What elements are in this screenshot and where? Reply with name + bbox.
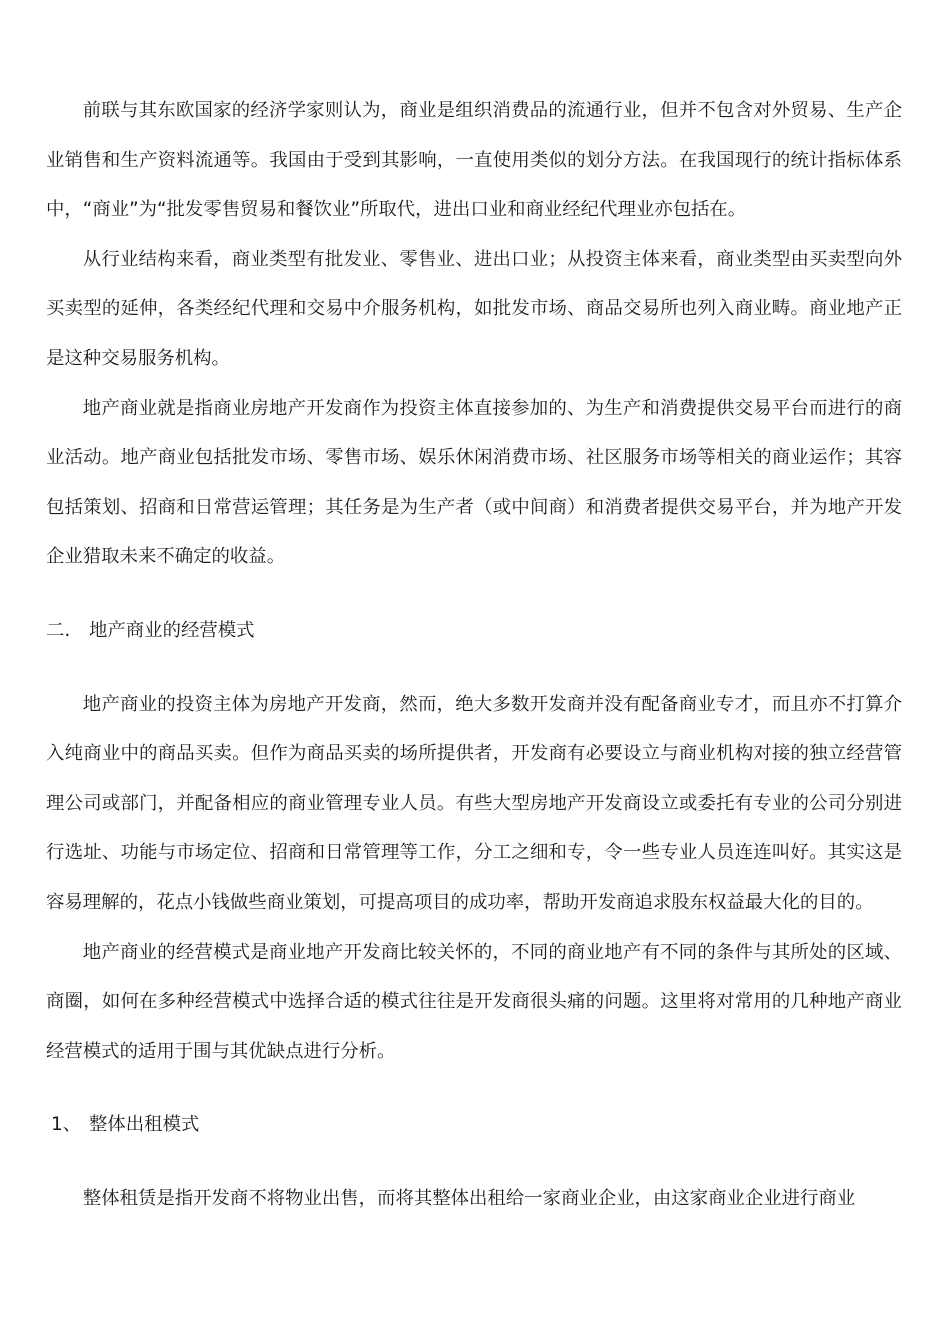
body-paragraph: 前联与其东欧国家的经济学家则认为，商业是组织消费品的流通行业，但并不包含对外贸易、生产企业销售和生产资料流通等。我国由于受到其影响，一直使用类似的划分方法。在我国现行的统计指标体系中，“商业”为“批发零售贸易和餐饮业”所取代，进出口业和商业经纪代理业亦包括在。 xyxy=(46,100,902,221)
body-paragraph: 地产商业就是指商业房地产开发商作为投资主体直接参加的、为生产和消费提供交易平台而进行的商业活动。地产商业包括批发市场、零售市场、娱乐休闲消费市场、社区服务市场等相关的商业运作；其容包括策划、招商和日常营运管理；其任务是为生产者（或中间商）和消费者提供交易平台，并为地产开发企业猎取未来不确定的收益。 xyxy=(46,397,902,568)
body-paragraph: 整体租赁是指开发商不将物业出售，而将其整体出租给一家商业企业，由这家商业企业进行商业 xyxy=(82,1187,856,1209)
document-body xyxy=(46,86,902,1223)
subsection-title: 整体出租模式 xyxy=(89,1114,200,1136)
body-paragraph: 从行业结构来看，商业类型有批发业、零售业、进出口业；从投资主体来看，商业类型由买卖型向外买卖型的延伸，各类经纪代理和交易中介服务机构，如批发市场、商品交易所也列入商业畴。商业地产正是这种交易服务机构。 xyxy=(46,248,902,369)
body-paragraph: 地产商业的投资主体为房地产开发商，然而，绝大多数开发商并没有配备商业专才，而且亦不打算介入纯商业中的商品买卖。但作为商品买卖的场所提供者，开发商有必要设立与商业机构对接的独立经营管理公司或部门，并配备相应的商业管理专业人员。有些大型房地产开发商设立或委托有专业的公司分别进行选址、功能与市场定位、招商和日常管理等工作，分工之细和专，令一些专业人员连连叫好。其实这是容易理解的，花点小钱做些商业策划，可提高项目的成功率，帮助开发商追求股东权益最大化的目的。 xyxy=(46,693,902,913)
section-title: 地产商业的经营模式 xyxy=(89,619,255,641)
body-paragraph: 地产商业的经营模式是商业地产开发商比较关怀的，不同的商业地产有不同的条件与其所处的区域、商圈，如何在多种经营模式中选择合适的模式往往是开发商很头痛的问题。这里将对常用的几种地产商业经营模式的适用于围与其优缺点进行分析。 xyxy=(46,941,902,1062)
section-heading xyxy=(46,606,902,656)
section-number: 二. xyxy=(46,619,71,641)
subsection-heading xyxy=(46,1100,902,1150)
subsection-number: 1、 xyxy=(51,1114,82,1136)
